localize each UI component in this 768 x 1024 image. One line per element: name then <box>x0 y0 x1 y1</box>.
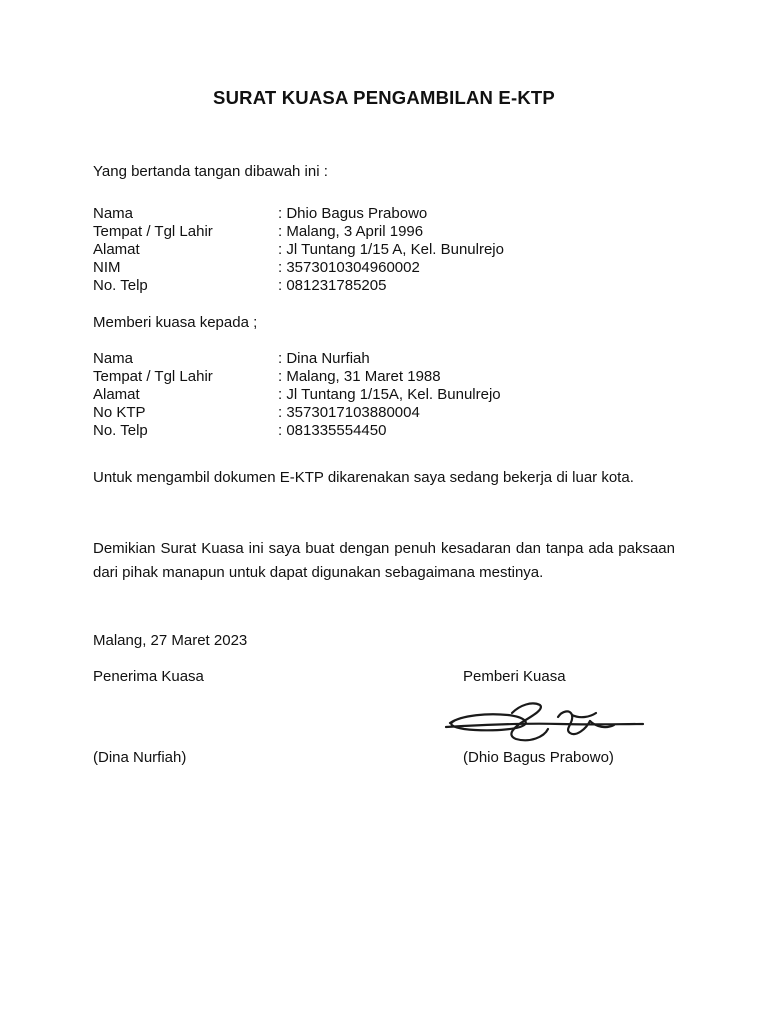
place-date: Malang, 27 Maret 2023 <box>93 632 248 649</box>
field-label: NIM <box>93 259 121 276</box>
field-label: Tempat / Tgl Lahir <box>93 368 213 385</box>
field-label: No KTP <box>93 404 146 421</box>
receiver-heading: Penerima Kuasa <box>93 668 204 685</box>
grant-text: Memberi kuasa kepada ; <box>93 314 258 331</box>
field-value: : Jl Tuntang 1/15A, Kel. Bunulrejo <box>278 386 501 403</box>
field-label: Nama <box>93 350 134 367</box>
field-value: : 081335554450 <box>278 422 387 439</box>
field-value: : Dhio Bagus Prabowo <box>278 205 428 222</box>
field-label: Alamat <box>93 241 140 258</box>
signature-image <box>440 693 650 747</box>
field-value: : 3573017103880004 <box>278 404 420 421</box>
field-value: : 081231785205 <box>278 277 387 294</box>
field-value: : Jl Tuntang 1/15 A, Kel. Bunulrejo <box>278 241 504 258</box>
field-value: : Malang, 31 Maret 1988 <box>278 368 441 385</box>
giver-name: (Dhio Bagus Prabowo) <box>463 749 614 766</box>
letter-title: SURAT KUASA PENGAMBILAN E-KTP <box>213 87 555 108</box>
giver-heading: Pemberi Kuasa <box>463 668 566 685</box>
field-label: No. Telp <box>93 277 148 294</box>
field-value: : Dina Nurfiah <box>278 350 370 367</box>
receiver-name: (Dina Nurfiah) <box>93 749 187 766</box>
field-label: Alamat <box>93 386 140 403</box>
intro-text: Yang bertanda tangan dibawah ini : <box>93 163 328 180</box>
field-label: No. Telp <box>93 422 148 439</box>
field-label: Tempat / Tgl Lahir <box>93 223 213 240</box>
field-label: Nama <box>93 205 134 222</box>
purpose-paragraph: Untuk mengambil dokumen E-KTP dikarenakan saya sedang bekerja di luar kota. <box>93 469 634 486</box>
closing-paragraph: Demikian Surat Kuasa ini saya buat dengan penuh kesadaran dan tanpa ada paksaan dari pihak manapun untuk dapat digunakan sebagaimana mestinya. <box>93 540 675 581</box>
field-value: : Malang, 3 April 1996 <box>278 223 424 240</box>
field-value: : 3573010304960002 <box>278 259 420 276</box>
